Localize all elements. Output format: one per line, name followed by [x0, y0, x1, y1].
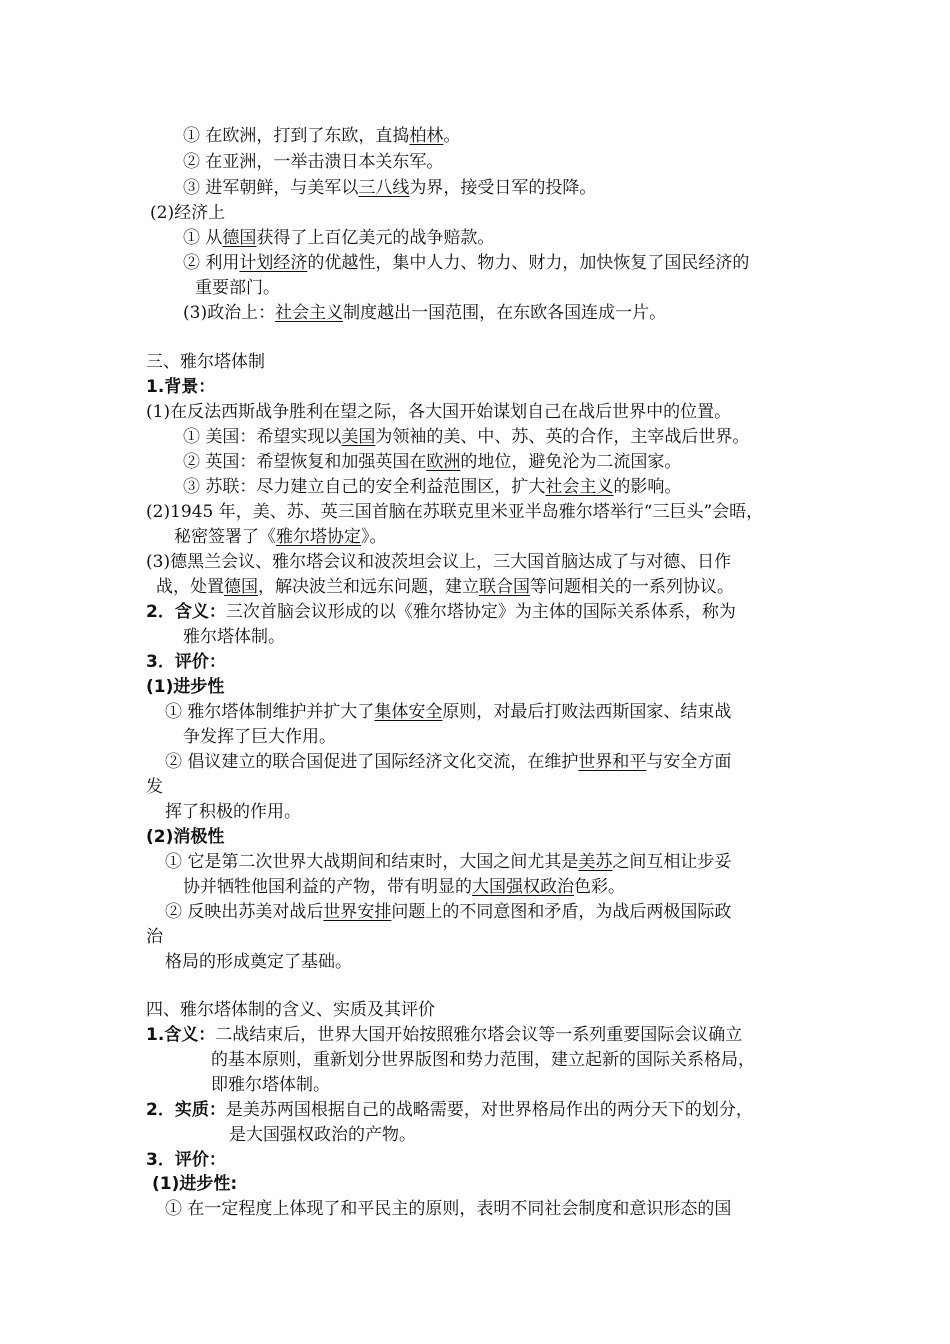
text-line: ② 反映出苏美对战后世界安排问题上的不同意图和矛盾，为战后两极国际政 [165, 902, 732, 922]
text-line: 争发挥了巨大作用。 [183, 727, 336, 747]
section-label: (2)经济上 [150, 203, 226, 223]
text-line: ③ 苏联：尽力建立自己的安全利益范围区，扩大社会主义的影响。 [183, 477, 682, 497]
text-line: 秘密签署了《雅尔塔协定》。 [174, 527, 387, 547]
text-line: ① 在欧洲，打到了东欧，直捣柏林。 [183, 126, 461, 146]
text-line: 2．含义：三次首脑会议形成的以《雅尔塔协定》为主体的国际关系体系，称为 [146, 602, 736, 622]
subheading-negative: (2)消极性 [146, 827, 225, 847]
text-line: (2)1945 年，美、苏、英三国首脑在苏联克里米亚半岛雅尔塔举行“三巨头”会晤， [146, 502, 764, 522]
text-line: ① 在一定程度上体现了和平民主的原则，表明不同社会制度和意识形态的国 [165, 1199, 732, 1219]
text-line: 重要部门。 [195, 278, 280, 298]
text-line: 协并牺牲他国利益的产物，带有明显的大国强权政治色彩。 [183, 877, 625, 897]
text-line: 发 [146, 777, 163, 797]
text-line: 1.含义：二战结束后，世界大国开始按照雅尔塔会议等一系列重要国际会议确立 [146, 1025, 743, 1045]
section-heading-3: 三、雅尔塔体制 [146, 352, 265, 372]
text-line: (3)德黑兰会议、雅尔塔会议和波茨坦会议上，三大国首脑达成了与对德、日作 [146, 552, 732, 572]
text-line: 雅尔塔体制。 [183, 627, 285, 647]
text-line: ② 利用计划经济的优越性，集中人力、物力、财力，加快恢复了国民经济的 [183, 253, 750, 273]
text-line: 的基本原则，重新划分世界版图和势力范围，建立起新的国际关系格局， [211, 1050, 755, 1070]
text-line: ① 美国：希望实现以美国为领袖的美、中、苏、英的合作，主宰战后世界。 [183, 427, 750, 447]
text-line: 治 [146, 927, 163, 947]
text-line: ② 倡议建立的联合国促进了国际经济文化交流，在维护世界和平与安全方面 [165, 752, 732, 772]
text-line: 即雅尔塔体制。 [211, 1075, 330, 1095]
text-line: ① 它是第二次世界大战期间和结束时，大国之间尤其是美苏之间互相让步妥 [165, 852, 732, 872]
subheading-background: 1.背景： [146, 377, 216, 397]
text-line: ③ 进军朝鲜，与美军以三八线为界，接受日军的投降。 [183, 178, 597, 198]
section-heading-4: 四、雅尔塔体制的含义、实质及其评价 [146, 1000, 435, 1020]
text-line: ② 在亚洲，一举击溃日本关东军。 [183, 152, 444, 172]
text-line: 挥了积极的作用。 [165, 802, 301, 822]
text-line: 格局的形成奠定了基础。 [165, 952, 352, 972]
text-line: ① 从德国获得了上百亿美元的战争赔款。 [183, 228, 495, 248]
text-line: ① 雅尔塔体制维护并扩大了集体安全原则，对最后打败法西斯国家、结束战 [165, 702, 732, 722]
text-line: 战，处置德国，解决波兰和远东问题，建立联合国等问题相关的一系列协议。 [156, 577, 734, 597]
text-line: (1)在反法西斯战争胜利在望之际，各大国开始谋划自己在战后世界中的位置。 [146, 402, 732, 422]
text-line: 2．实质：是美苏两国根据自己的战略需要，对世界格局作出的两分天下的划分， [146, 1100, 753, 1120]
subheading-evaluation: 3．评价： [146, 652, 226, 672]
text-line: ② 英国：希望恢复和加强英国在欧洲的地位，避免沦为二流国家。 [183, 452, 682, 472]
subheading-evaluation-2: 3．评价： [146, 1150, 226, 1170]
text-line: (3)政治上：社会主义制度越出一国范围，在东欧各国连成一片。 [183, 303, 667, 323]
text-line: 是大国强权政治的产物。 [229, 1125, 416, 1145]
subheading-progressive-2: (1)进步性: [152, 1174, 238, 1194]
subheading-progressive: (1)进步性 [146, 677, 225, 697]
